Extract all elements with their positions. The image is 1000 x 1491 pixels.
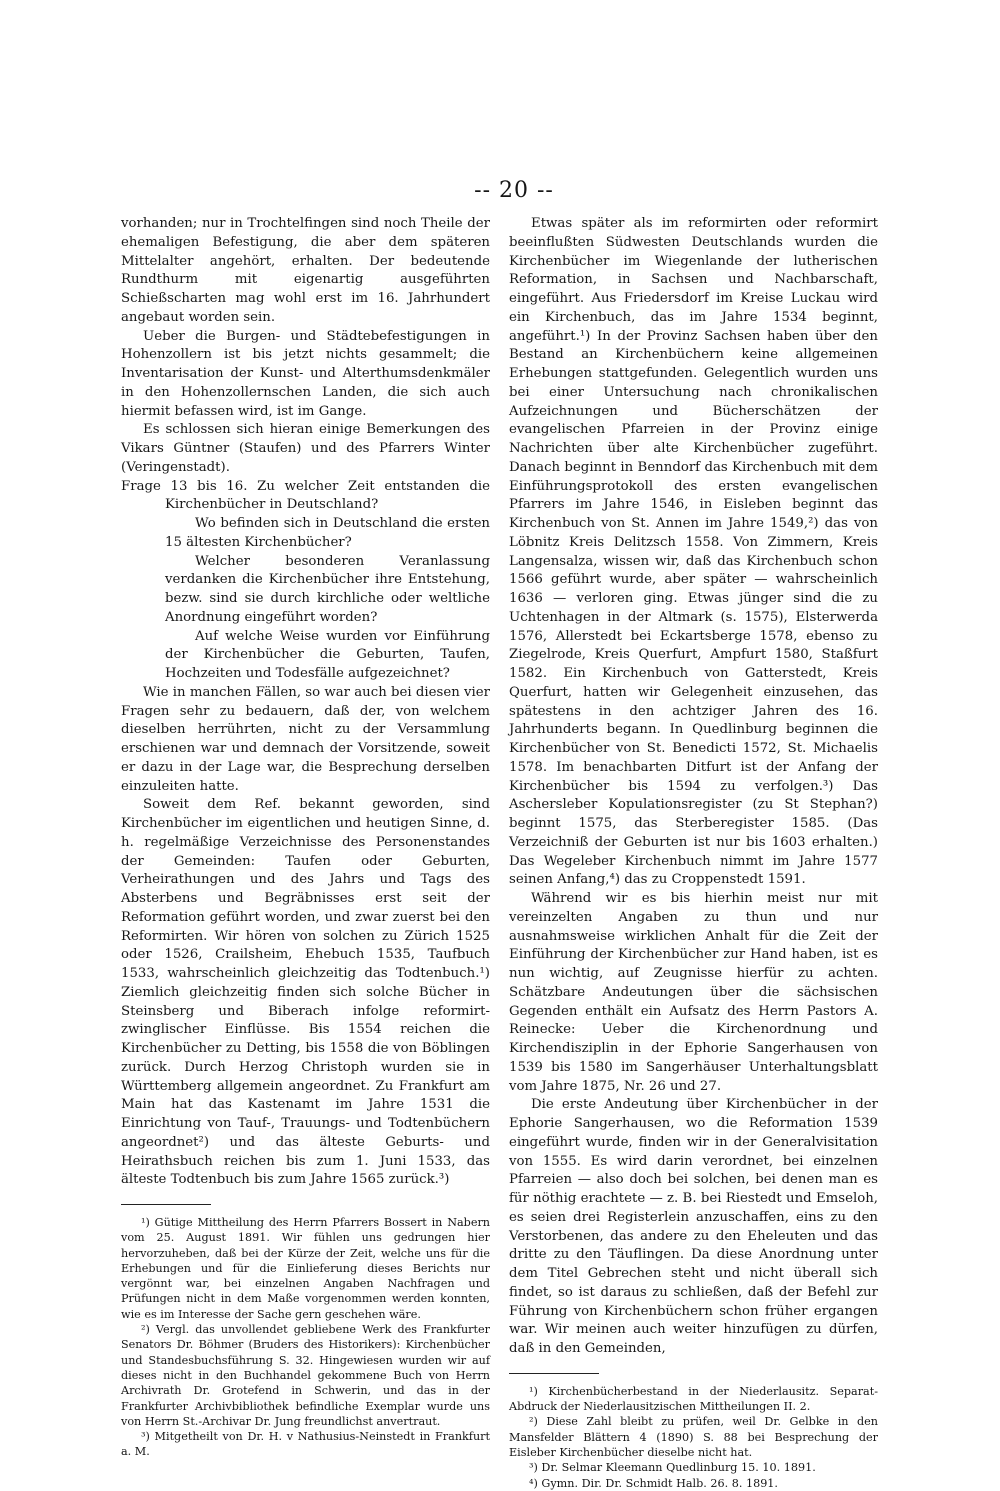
paragraph: Etwas später als im reformirten oder reformirt beeinflußten Südwesten Deutschlands wurden die Kirchenbücher im Wiegenlande der lutherischen Reformation, in Sachsen und Nachbarschaft, eingeführt. Aus Friedersdorf im Kreise Luckau wird ein Kirchenbuch, das im Jahre 1534 beginnt, angeführt.¹) In der Provinz Sachsen haben über den Bestand an Kirchenbüchern keine allgemeinen Erhebungen stattgefunden. Gelegentlich wurden uns bei einer Untersuchung nach chronikalischen Aufzeichnungen und Bücherschätzen der evangelischen Pfarreien in der Provinz einige Nachrichten über alte Kirchenbücher zugeführt. Danach beginnt in Benndorf das Kirchenbuch mit dem Einführungsprotokoll des ersten evangelischen Pfarrers im Jahre 1546, in Eisleben beginnt das Kirchenbuch von St. Annen im Jahre 1549,²) das von Löbnitz Kreis Delitzsch 1558. Von Zimmern, Kreis Langensalza, wissen wir, daß das Kirchenbuch schon 1566 geführt wurde, aber später — wahrscheinlich 1636 — verloren ging. Etwas jünger sind die zu Uchtenhagen in der Altmark (s. 1575), Elsterwerda 1576, Allerstedt bei Eckartsberge 1578, ebenso zu Ziegelrode, Kreis Querfurt, Ampfurt 1580, Staßfurt 1582. Ein Kirchenbuch von Gatterstedt, Kreis Querfurt, hatten wir Gelegenheit einzusehen, das spätestens in den achtziger Jahren des 16. Jahrhunderts begann. In Quedlinburg beginnen die Kirchenbücher von St. Benedicti 1572, St. Michaelis 1578. Im benachbarten Ditfurt ist der Anfang der Kirchenbücher bis 1594 zu verfolgen.³) Das Aschersleber Kopulationsregister (zu St Stephan?) beginnt 1575, das Sterberegister 1585. (Das Verzeichniß der Geburten ist nur bis 1603 erhalten.) Das Wegeleber Kirchenbuch nimmt im Jahre 1577 seinen Anfang,⁴) das zu Croppenstedt 1591.	[509, 216, 878, 888]
paragraph: Es schlossen sich hieran einige Bemerkungen des Vikars Güntner (Staufen) und des Pfarrers Winter (Veringenstadt).	[121, 422, 490, 475]
paragraph: vorhanden; nur in Trochtelfingen sind noch Theile der ehemaligen Befestigung, die aber dem späteren Mittelalter angehört, erhalten. Der bedeutende Rundthurm mit eigenartig ausgeführten Schießscharten mag wohl erst im 16. Jahrhundert angebaut worden sein.	[121, 216, 490, 325]
footnote: ¹) Kirchenbücherbestand in der Niederlausitz. Separat-Abdruck der Niederlausitzischen Mittheilungen II. 2.	[509, 1384, 878, 1414]
question-label: Frage 13 bis 16.	[121, 478, 248, 494]
paragraph: Ueber die Burgen- und Städtebefestigungen in Hohenzollern ist bis jetzt nichts gesammelt; die Inventarisation der Kunst- und Alterthumsdenkmäler in den Hohenzollernschen Landen, die sich auch hiermit befassen wird, ist im Gange.	[121, 328, 490, 419]
paragraph: Soweit dem Ref. bekannt geworden, sind Kirchenbücher im eigentlichen und heutigen Sinne, d. h. regelmäßige Verzeichnisse des Personenstandes der Gemeinden: Taufen oder Geburten, Verheirathungen und des Jahrs und Tags des Absterbens und Begräbnisses erst seit der Reformation geführt worden, und zwar zuerst bei den Reformirten. Wir hören von solchen zu Zürich 1525 oder 1526, Crailsheim, Ehebuch 1535, Taufbuch 1533, wahrscheinlich gleichzeitig das Todtenbuch.¹) Ziemlich gleichzeitig finden sich solche Bücher in Steinsberg und Biberach infolge reformirt-zwinglischer Einflüsse. Bis 1554 reichen die Kirchenbücher zu Detting, bis 1558 die von Böblingen zurück. Durch Herzog Christoph wurden sie in Württemberg allgemein angeordnet. Zu Frankfurt am Main hat das Kastenamt im Jahre 1531 die Einrichtung von Tauf-, Trauungs- und Todtenbüchern angeordnet²) und das älteste Geburts- und Heirathsbuch reichen bis zum 1. Juni 1533, das älteste Todtenbuch bis zum Jahre 1565 zurück.³)	[121, 797, 490, 1188]
footnote: ³) Mitgetheilt von Dr. H. v Nathusius-Neinstedt in Frankfurt a. M.	[121, 1430, 490, 1459]
footnote-divider	[121, 1204, 211, 1205]
question-item: Zu welcher Zeit entstanden die Kirchenbücher in Deutschland?	[165, 478, 491, 513]
paragraph: Wie in manchen Fällen, so war auch bei diesen vier Fragen sehr zu bedauern, daß der, von welchem dieselben herrührten, nicht zu der Versammlung erschienen war und demnach der Vorsitzende, soweit er dazu in der Lage war, die Besprechung derselben einzuleiten hatte.	[121, 684, 490, 794]
question-block	[121, 478, 490, 516]
page-number: -- 20 --	[474, 178, 554, 203]
footnote: ⁴) Gymn. Dir. Dr. Schmidt Halb. 26. 8. 1891.	[529, 1476, 778, 1490]
footnote-divider	[509, 1373, 599, 1374]
left-column	[121, 215, 490, 1460]
paragraph: Während wir es bis hierhin meist nur mit vereinzelten Angaben zu thun und nur ausnahmsweise wirklichen Anhalt für die Zeit der Einführung der Kirchenbücher zur Hand haben, ist es nun wichtig, auf Zeugnisse hierfür zu achten. Schätzbare Andeutungen über die sächsischen Gegenden enthält ein Aufsatz des Herrn Pastors A. Reinecke: Ueber die Kirchenordnung und Kirchendisziplin in der Ephorie Sangerhausen von 1539 bis 1580 im Sangerhäuser Unterhaltungsblatt vom Jahre 1875, Nr. 26 und 27.	[509, 891, 878, 1094]
question-item: Wo befinden sich in Deutschland die ersten 15 ältesten Kirchenbücher?	[165, 516, 490, 550]
paragraph: Die erste Andeutung über Kirchenbücher in der Ephorie Sangerhausen, wo die Reformation 1539 eingeführt wurde, finden wir in der Generalvisitation von 1555. Es wird darin verordnet, bei einzelnen Pfarreien — also doch bei solchen, bei denen man es für nöthig erachtete — z. B. bei Riestedt und Emseloh, es seien drei Registerlein anzuschaffen, eins zu den Verstorbenen, das andere zu den Eheleuten und das dritte zu den Täuflingen. Da diese Anordnung unter dem Titel Gebrechen steht und nicht überall sich findet, so ist daraus zu schließen, daß der Befehl zur Führung von Kirchenbüchern schon früher ergangen war. Wir meinen auch weiter hinzufügen zu dürfen, daß in den Gemeinden,	[509, 1097, 878, 1356]
footnote: ²) Diese Zahl bleibt zu prüfen, weil Dr. Gelbke in den Mansfelder Blättern 4 (1890) S. 88 bei Besprechung der Eisleber Kirchenbücher dieselbe nicht hat.	[509, 1415, 878, 1459]
footnote: ³) Dr. Selmar Kleemann Quedlinburg 15. 10. 1891.	[529, 1461, 816, 1475]
right-column	[509, 215, 878, 1491]
footnote: ²) Vergl. das unvollendet gebliebene Werk des Frankfurter Senators Dr. Böhmer (Bruders des Historikers): Kirchenbücher und Standesbuchsführung S. 32. Hingewiesen wurden wir auf dieses nicht in den Buchhandel gekommene Buch von Herrn Archivrath Dr. Grotefend in Schwerin, und das in der Frankfurter Archivbibliothek befindliche Exemplar wurde uns von Herrn St.-Archivar Dr. Jung freundlichst anvertraut.	[121, 1323, 490, 1428]
question-list	[121, 515, 490, 684]
footnote: ¹) Gütige Mittheilung des Herrn Pfarrers Bossert in Nabern vom 25. August 1891. Wir fühlen uns gedrungen hier hervorzuheben, daß bei der Kürze der Zeit, welche uns für die Erhebungen und für die Einlieferung dieses Berichts nur vergönnt war, bei einzelnen Angaben Nachfragen und Prüfungen nicht in dem Maße vorgenommen werden konnten, wie es im Interesse der Sache gern geschehen wäre.	[121, 1216, 490, 1321]
question-item: Auf welche Weise wurden vor Einführung der Kirchenbücher die Geburten, Taufen, Hochzeiten und Todesfälle aufgezeichnet?	[165, 628, 490, 681]
question-item: Welcher besonderen Veranlassung verdanken die Kirchenbücher ihre Entstehung, bezw. sind sie durch kirchliche oder weltliche Anordnung eingeführt worden?	[165, 553, 490, 625]
